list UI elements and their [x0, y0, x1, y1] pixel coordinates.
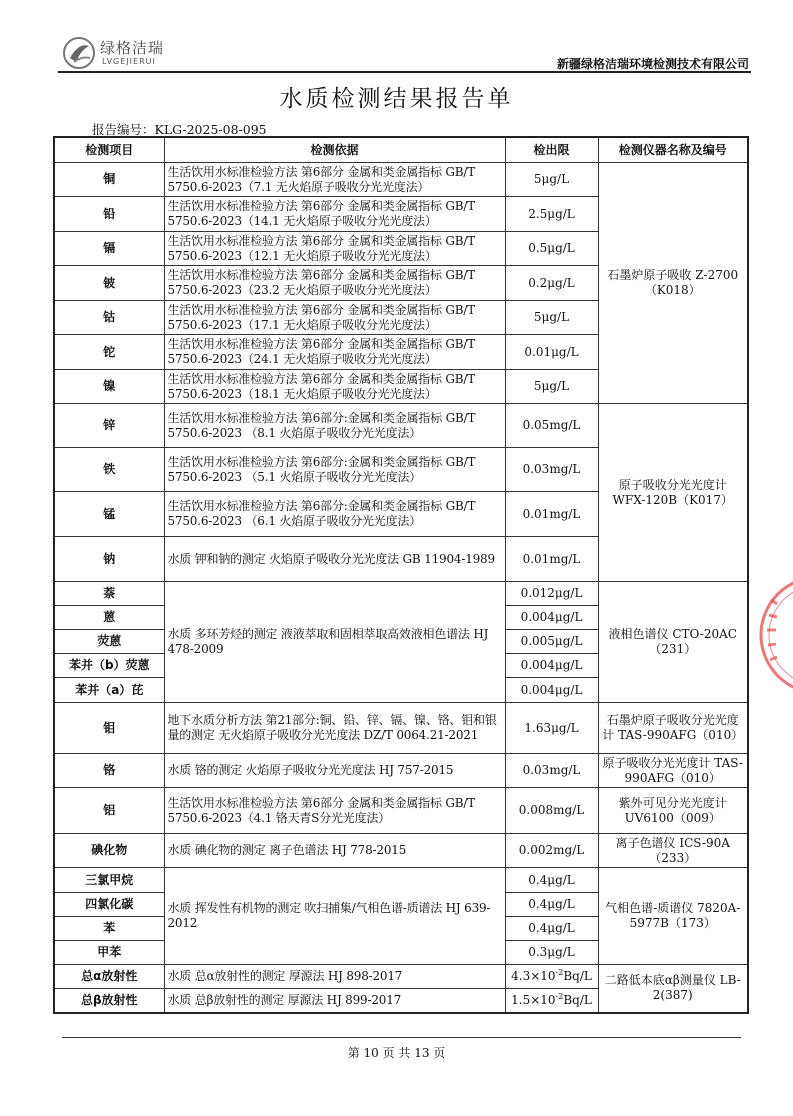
item-cell: 铝 [54, 788, 164, 834]
item-cell: 苯 [54, 917, 164, 941]
table-row [54, 868, 748, 893]
limit-exponent: -2 [555, 968, 564, 977]
header-divider [58, 71, 751, 73]
results-table [53, 136, 749, 1014]
item-cell: 三氯甲烷 [54, 868, 164, 893]
item-cell: 铬 [54, 754, 164, 788]
footer-divider [62, 1037, 741, 1038]
limit-cell: 0.004μg/L [505, 606, 598, 630]
limit-cell: 0.004μg/L [505, 678, 598, 703]
logo-english-name: LVGEJIERUI [102, 57, 156, 66]
seal-stamp-icon [757, 560, 793, 710]
table-row [54, 834, 748, 868]
limit-cell: 5μg/L [505, 370, 598, 404]
basis-cell: 生活饮用水标准检验方法 第6部分 金属和类金属指标 GB/T 5750.6-2023（23.2 无火焰原子吸收分光光度法） [164, 266, 505, 301]
limit-cell: 0.002mg/L [505, 834, 598, 868]
col-header-instrument: 检测仪器名称及编号 [598, 137, 748, 163]
item-cell: 镉 [54, 232, 164, 266]
item-cell: 铁 [54, 448, 164, 492]
basis-cell: 生活饮用水标准检验方法 第6部分 金属和类金属指标 GB/T 5750.6-2023（12.1 无火焰原子吸收分光光度法） [164, 232, 505, 266]
limit-cell: 0.2μg/L [505, 266, 598, 301]
limit-cell: 5μg/L [505, 301, 598, 335]
basis-cell: 生活饮用水标准检验方法 第6部分 金属和类金属指标 GB/T 5750.6-2023（18.1 无火焰原子吸收分光光度法） [164, 370, 505, 404]
logo-chinese-name: 绿格洁瑞 [100, 39, 165, 57]
basis-cell: 水质 钾和钠的测定 火焰原子吸收分光光度法 GB 11904-1989 [164, 537, 505, 582]
report-number-label: 报告编号： [92, 122, 155, 137]
basis-cell: 生活饮用水标准检验方法 第6部分:金属和类金属指标 GB/T 5750.6-2023 （5.1 火焰原子吸收分光光度法） [164, 448, 505, 492]
page-number: 第 10 页 共 13 页 [347, 1046, 446, 1060]
basis-cell: 地下水质分析方法 第21部分:铜、铅、锌、镉、镍、铬、钼和银量的测定 无火焰原子吸收分光光度法 DZ/T 0064.21-2021 [164, 703, 505, 754]
item-cell: 镍 [54, 370, 164, 404]
limit-cell: 0.4μg/L [505, 893, 598, 917]
limit-cell: 0.5μg/L [505, 232, 598, 266]
basis-cell: 水质 铬的测定 火焰原子吸收分光光度法 HJ 757-2015 [164, 754, 505, 788]
basis-cell: 生活饮用水标准检验方法 第6部分:金属和类金属指标 GB/T 5750.6-2023 （6.1 火焰原子吸收分光光度法） [164, 492, 505, 537]
limit-cell: 0.004μg/L [505, 654, 598, 678]
limit-base: 4.3×10 [511, 969, 556, 983]
item-cell: 锰 [54, 492, 164, 537]
instrument-cell: 石墨炉原子吸收 Z-2700（K018） [598, 163, 748, 404]
basis-cell: 生活饮用水标准检验方法 第6部分 金属和类金属指标 GB/T 5750.6-2023（24.1 无火焰原子吸收分光光度法） [164, 335, 505, 370]
table-row [54, 163, 748, 197]
item-cell: 铅 [54, 197, 164, 232]
company-logo [62, 34, 182, 74]
basis-cell: 水质 碘化物的测定 离子色谱法 HJ 778-2015 [164, 834, 505, 868]
instrument-cell: 石墨炉原子吸收分光光度计 TAS-990AFG（010） [598, 703, 748, 754]
instrument-cell: 二路低本底αβ测量仪 LB-2(387) [598, 965, 748, 1013]
basis-cell: 生活饮用水标准检验方法 第6部分:金属和类金属指标 GB/T 5750.6-2023 （8.1 火焰原子吸收分光光度法） [164, 404, 505, 448]
logo-mark-icon [62, 36, 96, 70]
limit-cell: 0.01mg/L [505, 537, 598, 582]
instrument-cell: 液相色谱仪 CTO-20AC（231） [598, 582, 748, 703]
col-header-limit: 检出限 [505, 137, 598, 163]
table-row [54, 404, 748, 448]
item-cell: 总β放射性 [54, 989, 164, 1013]
limit-cell: 0.008mg/L [505, 788, 598, 834]
table-row [54, 754, 748, 788]
company-name: 新疆绿格洁瑞环境检测技术有限公司 [556, 57, 749, 71]
item-cell: 四氯化碳 [54, 893, 164, 917]
col-header-item: 检测项目 [54, 137, 164, 163]
limit-cell: 0.01mg/L [505, 492, 598, 537]
table-row [54, 703, 748, 754]
limit-cell: 5μg/L [505, 163, 598, 197]
item-cell: 铍 [54, 266, 164, 301]
limit-cell: 0.012μg/L [505, 582, 598, 606]
basis-cell: 水质 挥发性有机物的测定 吹扫捕集/气相色谱-质谱法 HJ 639-2012 [164, 868, 505, 965]
table-row [54, 582, 748, 606]
item-cell: 甲苯 [54, 941, 164, 965]
limit-cell: 0.4μg/L [505, 868, 598, 893]
limit-cell: 0.3μg/L [505, 941, 598, 965]
item-cell: 铊 [54, 335, 164, 370]
basis-cell: 生活饮用水标准检验方法 第6部分 金属和类金属指标 GB/T 5750.6-2023（14.1 无火焰原子吸收分光光度法） [164, 197, 505, 232]
instrument-cell: 离子色谱仪 ICS-90A （233） [598, 834, 748, 868]
item-cell: 铜 [54, 163, 164, 197]
limit-cell: 1.63μg/L [505, 703, 598, 754]
limit-cell: 0.05mg/L [505, 404, 598, 448]
table-row [54, 788, 748, 834]
page-title: 水质检测结果报告单 [279, 86, 514, 112]
item-cell: 钴 [54, 301, 164, 335]
limit-cell: 0.01μg/L [505, 335, 598, 370]
item-cell: 蒽 [54, 606, 164, 630]
limit-exponent: -2 [555, 991, 564, 1001]
basis-cell: 生活饮用水标准检验方法 第6部分 金属和类金属指标 GB/T 5750.6-2023（17.1 无火焰原子吸收分光光度法） [164, 301, 505, 335]
item-cell: 总α放射性 [54, 965, 164, 989]
limit-cell: 0.03mg/L [505, 754, 598, 788]
table-row [54, 965, 748, 989]
item-cell: 苯并（a）芘 [54, 678, 164, 703]
item-cell: 钼 [54, 703, 164, 754]
limit-cell [505, 965, 598, 989]
item-cell: 荧蒽 [54, 630, 164, 654]
basis-cell: 水质 总β放射性的测定 厚源法 HJ 899-2017 [164, 989, 505, 1013]
item-cell: 苯并（b）荧蒽 [54, 654, 164, 678]
item-cell: 钠 [54, 537, 164, 582]
item-cell: 萘 [54, 582, 164, 606]
limit-unit: Bq/L [563, 969, 592, 983]
col-header-basis: 检测依据 [164, 137, 505, 163]
instrument-cell: 原子吸收分光光度计 TAS-990AFG（010） [598, 754, 748, 788]
limit-unit: Bq/L [563, 992, 592, 1007]
limit-cell: 0.4μg/L [505, 917, 598, 941]
limit-cell: 0.005μg/L [505, 630, 598, 654]
instrument-cell: 气相色谱-质谱仪 7820A-5977B（173） [598, 868, 748, 965]
table-header-row [54, 137, 748, 163]
basis-cell: 生活饮用水标准检验方法 第6部分 金属和类金属指标 GB/T 5750.6-2023（7.1 无火焰原子吸收分光光度法） [164, 163, 505, 197]
limit-cell [505, 989, 598, 1013]
basis-cell: 水质 总α放射性的测定 厚源法 HJ 898-2017 [164, 965, 505, 989]
limit-cell: 0.03mg/L [505, 448, 598, 492]
instrument-cell: 紫外可见分光光度计 UV6100（009） [598, 788, 748, 834]
limit-base: 1.5×10 [511, 992, 556, 1007]
limit-cell: 2.5μg/L [505, 197, 598, 232]
item-cell: 锌 [54, 404, 164, 448]
item-cell: 碘化物 [54, 834, 164, 868]
basis-cell: 生活饮用水标准检验方法 第6部分 金属和类金属指标 GB/T 5750.6-2023（4.1 铬天青S分光光度法） [164, 788, 505, 834]
report-number-value: KLG-2025-08-095 [154, 122, 267, 137]
instrument-cell: 原子吸收分光光度计 WFX-120B（K017） [598, 404, 748, 582]
basis-cell: 水质 多环芳烃的测定 液液萃取和固相萃取高效液相色谱法 HJ 478-2009 [164, 582, 505, 703]
